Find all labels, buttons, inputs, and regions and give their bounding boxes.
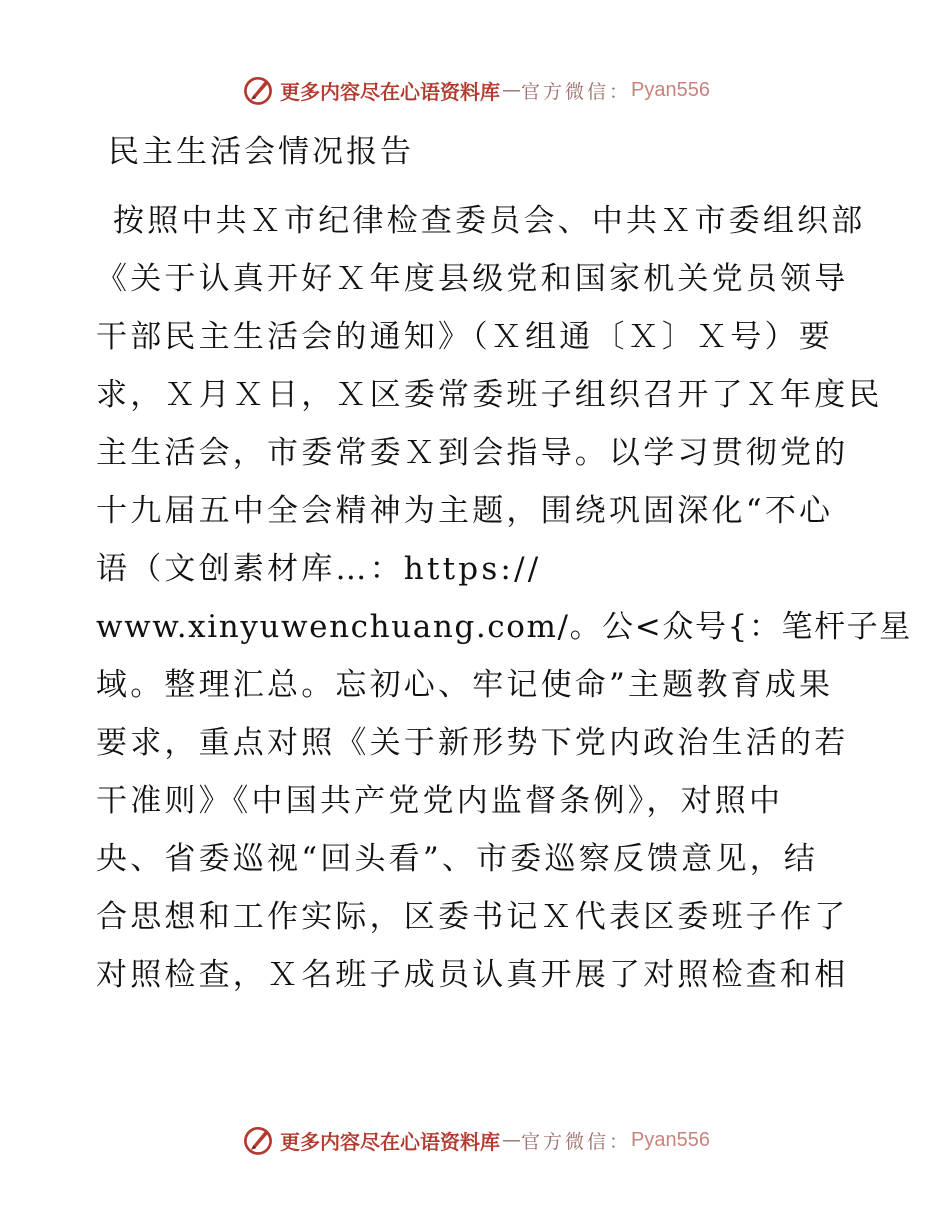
banner-wechat-id: Pyan556 [631,1128,710,1151]
header-banner [0,70,950,110]
body-line: 求，Ｘ月Ｘ日，Ｘ区委常委班子组织召开了Ｘ年度民 [96,377,883,413]
body-line: 域。整理汇总。忘初心、牢记使命”主题教育成果 [96,667,834,703]
banner-separator: — [502,79,521,101]
body-line: 《关于认真开好Ｘ年度县级党和国家机关党员领导 [96,261,849,297]
body-line: 干部民主生活会的通知》（Ｘ组通〔Ｘ〕Ｘ号）要 [96,319,833,355]
footer-banner [0,1120,950,1160]
banner-promo-text: 更多内容尽在心语资料库 [280,1129,500,1154]
body-line: 语（文创素材库…：https:// [96,551,542,587]
body-line: 十九届五中全会精神为主题，围绕巩固深化“不心 [96,493,834,529]
body-line: 央、省委巡视“回头看”、市委巡察反馈意见，结 [96,841,819,877]
banner-wechat-label: 官方微信： [521,80,632,103]
body-line: 干准则》《中国共产党党内监督条例》，对照中 [96,783,784,819]
body-line: www.xinyuwenchuang.com/。公<众号{：笔杆子星 [96,609,912,645]
body-line: 对照检查，Ｘ名班子成员认真开展了对照检查和相 [96,957,849,993]
banner-wechat-id: Pyan556 [631,78,710,101]
banner-separator: — [502,1129,521,1151]
body-line: 按照中共Ｘ市纪律检查委员会、中共Ｘ市委组织部 [100,203,866,239]
quill-pen-logo-icon [240,1122,276,1158]
body-line: 主生活会，市委常委Ｘ到会指导。以学习贯彻党的 [96,435,849,471]
banner-wechat-label: 官方微信： [521,1130,632,1153]
body-line: 要求，重点对照《关于新形势下党内政治生活的若 [96,725,849,761]
body-line: 合思想和工作实际，区委书记Ｘ代表区委班子作了 [96,899,849,935]
quill-pen-logo-icon [240,72,276,108]
document-title: 民主生活会情况报告 [108,134,414,170]
banner-promo-text: 更多内容尽在心语资料库 [280,79,500,104]
